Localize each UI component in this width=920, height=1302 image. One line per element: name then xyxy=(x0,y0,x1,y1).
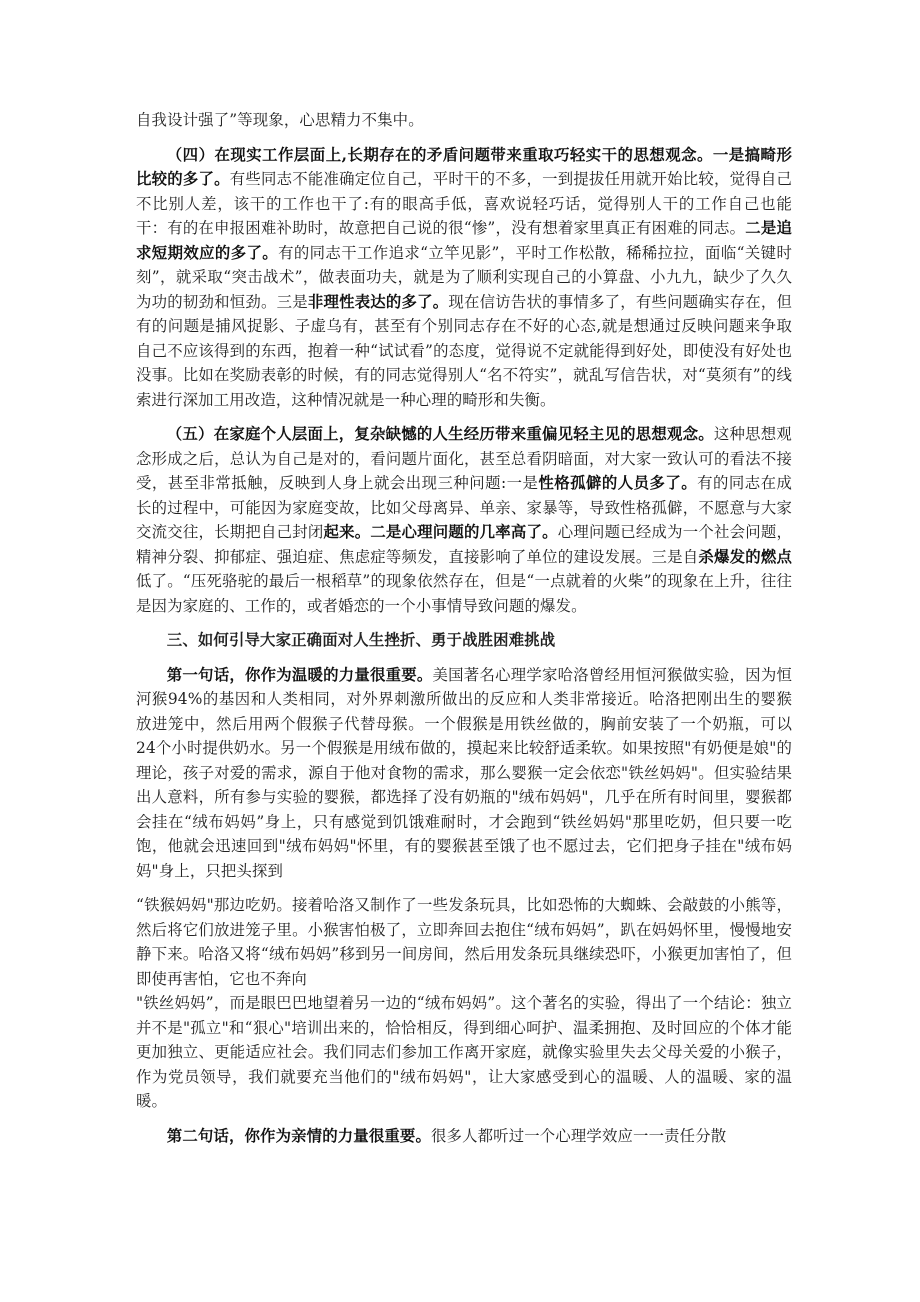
paragraph-four-heading: （四）在现实工作层面上,长期存在的矛盾问题带来重取巧轻实干的思想观念。 xyxy=(166,145,713,164)
continuation-text: 自我设计强了”等现象，心思精力不集中。 xyxy=(136,111,424,129)
paragraph-five-intro: 这种思想观念形成之后，总认为自己是对的，看问题片面化，甚至总看阴暗面，对大家一致认可的看法不接受，甚至非常抵触，反映到人身上就会出现三种问题:一是 xyxy=(136,425,792,492)
document-page xyxy=(136,108,792,1148)
paragraph-continuation xyxy=(136,108,792,133)
paragraph-five-heading: （五）在家庭个人层面上，复杂缺憾的人生经历带来重偏见轻主见的思想观念。 xyxy=(166,425,714,443)
point-three-bold: 非理性表达的多了。 xyxy=(307,292,449,311)
experiment-text-one: “铁猴妈妈"那边吃奶。接着哈洛又制作了一些发条玩具，比如恐怖的大蜘蛛、会敲鼓的小熊等，然后将它们放进笼子里。小猴害怕极了，立即奔回去抱住“绒布妈妈”，趴在妈妈怀里，慢慢地安静下来。哈洛又将“绒布妈妈”移到另一间房间，然后用发条玩具继续恐吓，小猴更加害怕了，但即使再害怕，它也不奔向 xyxy=(136,896,792,988)
point-one-bold: 性格孤僻的人员多了。 xyxy=(538,474,698,492)
paragraph-five xyxy=(136,422,792,618)
point-one-text: 有些同志不能准确定位自己，平时干的不多，一到提拔任用就开始比较，觉得自己不比别人差，该干的工作也干了:有的眼高手低，喜欢说轻巧话，觉得别人干的工作自己也能干：有的在申报困难补助时，故意把自己说的很“惨”，没有想着家里真正有困难的同志。 xyxy=(136,170,792,237)
sentence-one-text: 美国著名心理学家哈洛曾经用恒河猴做实验，因为恒河猴94%的基因和人类相同，对外界刺激所做出的反应和人类非常接近。哈洛把刚出生的婴猴放进笼中，然后用两个假猴子代替母猴。一个假猴是用铁丝做的，胸前安装了一个奶瓶，可以24个小时提供奶水。另一个假猴是用绒布做的，摸起来比较舒适柔软。如果按照"有奶便是娘"的理论，孩子对爱的需求，源自于他对食物的需求，那么婴猴一定会依恋"铁丝妈妈"。但实验结果出人意料，所有参与实验的婴猴，都选择了没有奶瓶的"绒布妈妈"，几乎在所有时间里，婴猴都会挂在“绒布妈妈”身上，只有感觉到饥饿难耐时，才会跑到“铁丝妈妈"那里吃奶，但只要一吃饱，他就会迅速回到"绒布妈妈"怀里，有的婴猴甚至饿了也不愿过去，它们把身子挂在"绒布妈妈"身上，只把头探到 xyxy=(136,665,792,880)
point-two-bold: 起来。二是心理问题的几率高了。 xyxy=(323,523,558,541)
experiment-text-two: "铁丝妈妈”，而是眼巴巴地望着另一边的“绒布妈妈”。这个著名的实验，得出了一个结论：独立并不是"孤立"和“狠心"培训出来的，恰恰相反，得到细心呵护、温柔拥抱、及时回应的个体才能更加独立、更能适应社会。我们同志们参加工作离开家庭，就像实验里失去父母关爱的小猴子，作为党员领导，我们就要充当他们的"绒布妈妈"，让大家感受到心的温暖、人的温暖、家的温暖。 xyxy=(136,994,792,1110)
sentence-two-text: 很多人都听过一个心理学效应一一责任分散 xyxy=(431,1126,727,1145)
point-three-bold: 杀爆发的燃点 xyxy=(698,547,792,566)
experiment-continuation-paragraph xyxy=(136,893,792,1114)
point-one-text: 有的同志在成长的过程中，可能因为家庭变故，比如父母离异、单亲、家暴等，导致性格孤僻，不愿意与大家交流交往，长期把自己封闭 xyxy=(136,474,792,541)
section-three-heading: 三、如何引导大家正确面对人生挫折、勇于战胜困难挑战 xyxy=(166,631,556,649)
sentence-one-heading: 第一句话，你作为温暖的力量很重要。 xyxy=(166,665,433,684)
sentence-two-paragraph xyxy=(136,1124,792,1149)
point-two-text: 有的同志干工作追求“立竿见影”，平时工作松散，稀稀拉拉，面临“关键时刻”，就采取“突击战术”，做表面功夫，就是为了顺利实现自己的小算盘、小九九，缺少了久久为功的韧劲和恒劲。三是 xyxy=(136,243,792,311)
point-three-text: 现在信访告状的事情多了，有些问题确实存在，但有的问题是捕风捉影、子虚乌有，甚至有个别同志存在不好的心态,就是想通过反映问题来争取自己不应该得到的东西，抱着一种“试试看”的态度，觉得说不定就能得到好处，即使没有好处也没事。比如在奖励表彰的时候，有的同志觉得别人“名不符实”，就乱写信告状，对“莫须有”的线索进行深加工用改造，这种情况就是一种心理的畸形和失衡。 xyxy=(136,292,792,409)
sentence-two-heading: 第二句话，你作为亲情的力量很重要。 xyxy=(166,1126,431,1145)
sentence-one-paragraph xyxy=(136,663,792,884)
point-two-text: 心理问题已经成为一个社会问题，精神分裂、抑郁症、强迫症、焦虑症等频发，直接影响了单位的建设发展。三是自 xyxy=(136,523,792,566)
paragraph-four xyxy=(136,143,792,413)
point-three-text: 低了。“压死骆驼的最后一根稻草”的现象依然存在，但是“一点就着的火柴”的现象在上升，往往是因为家庭的、工作的，或者婚恋的一个小事情导致问题的爆发。 xyxy=(136,572,792,615)
point-one-bold: 一是搞畸形比较的多了。 xyxy=(136,145,792,188)
point-two-bold: 二是追求短期效应的多了。 xyxy=(136,219,792,262)
